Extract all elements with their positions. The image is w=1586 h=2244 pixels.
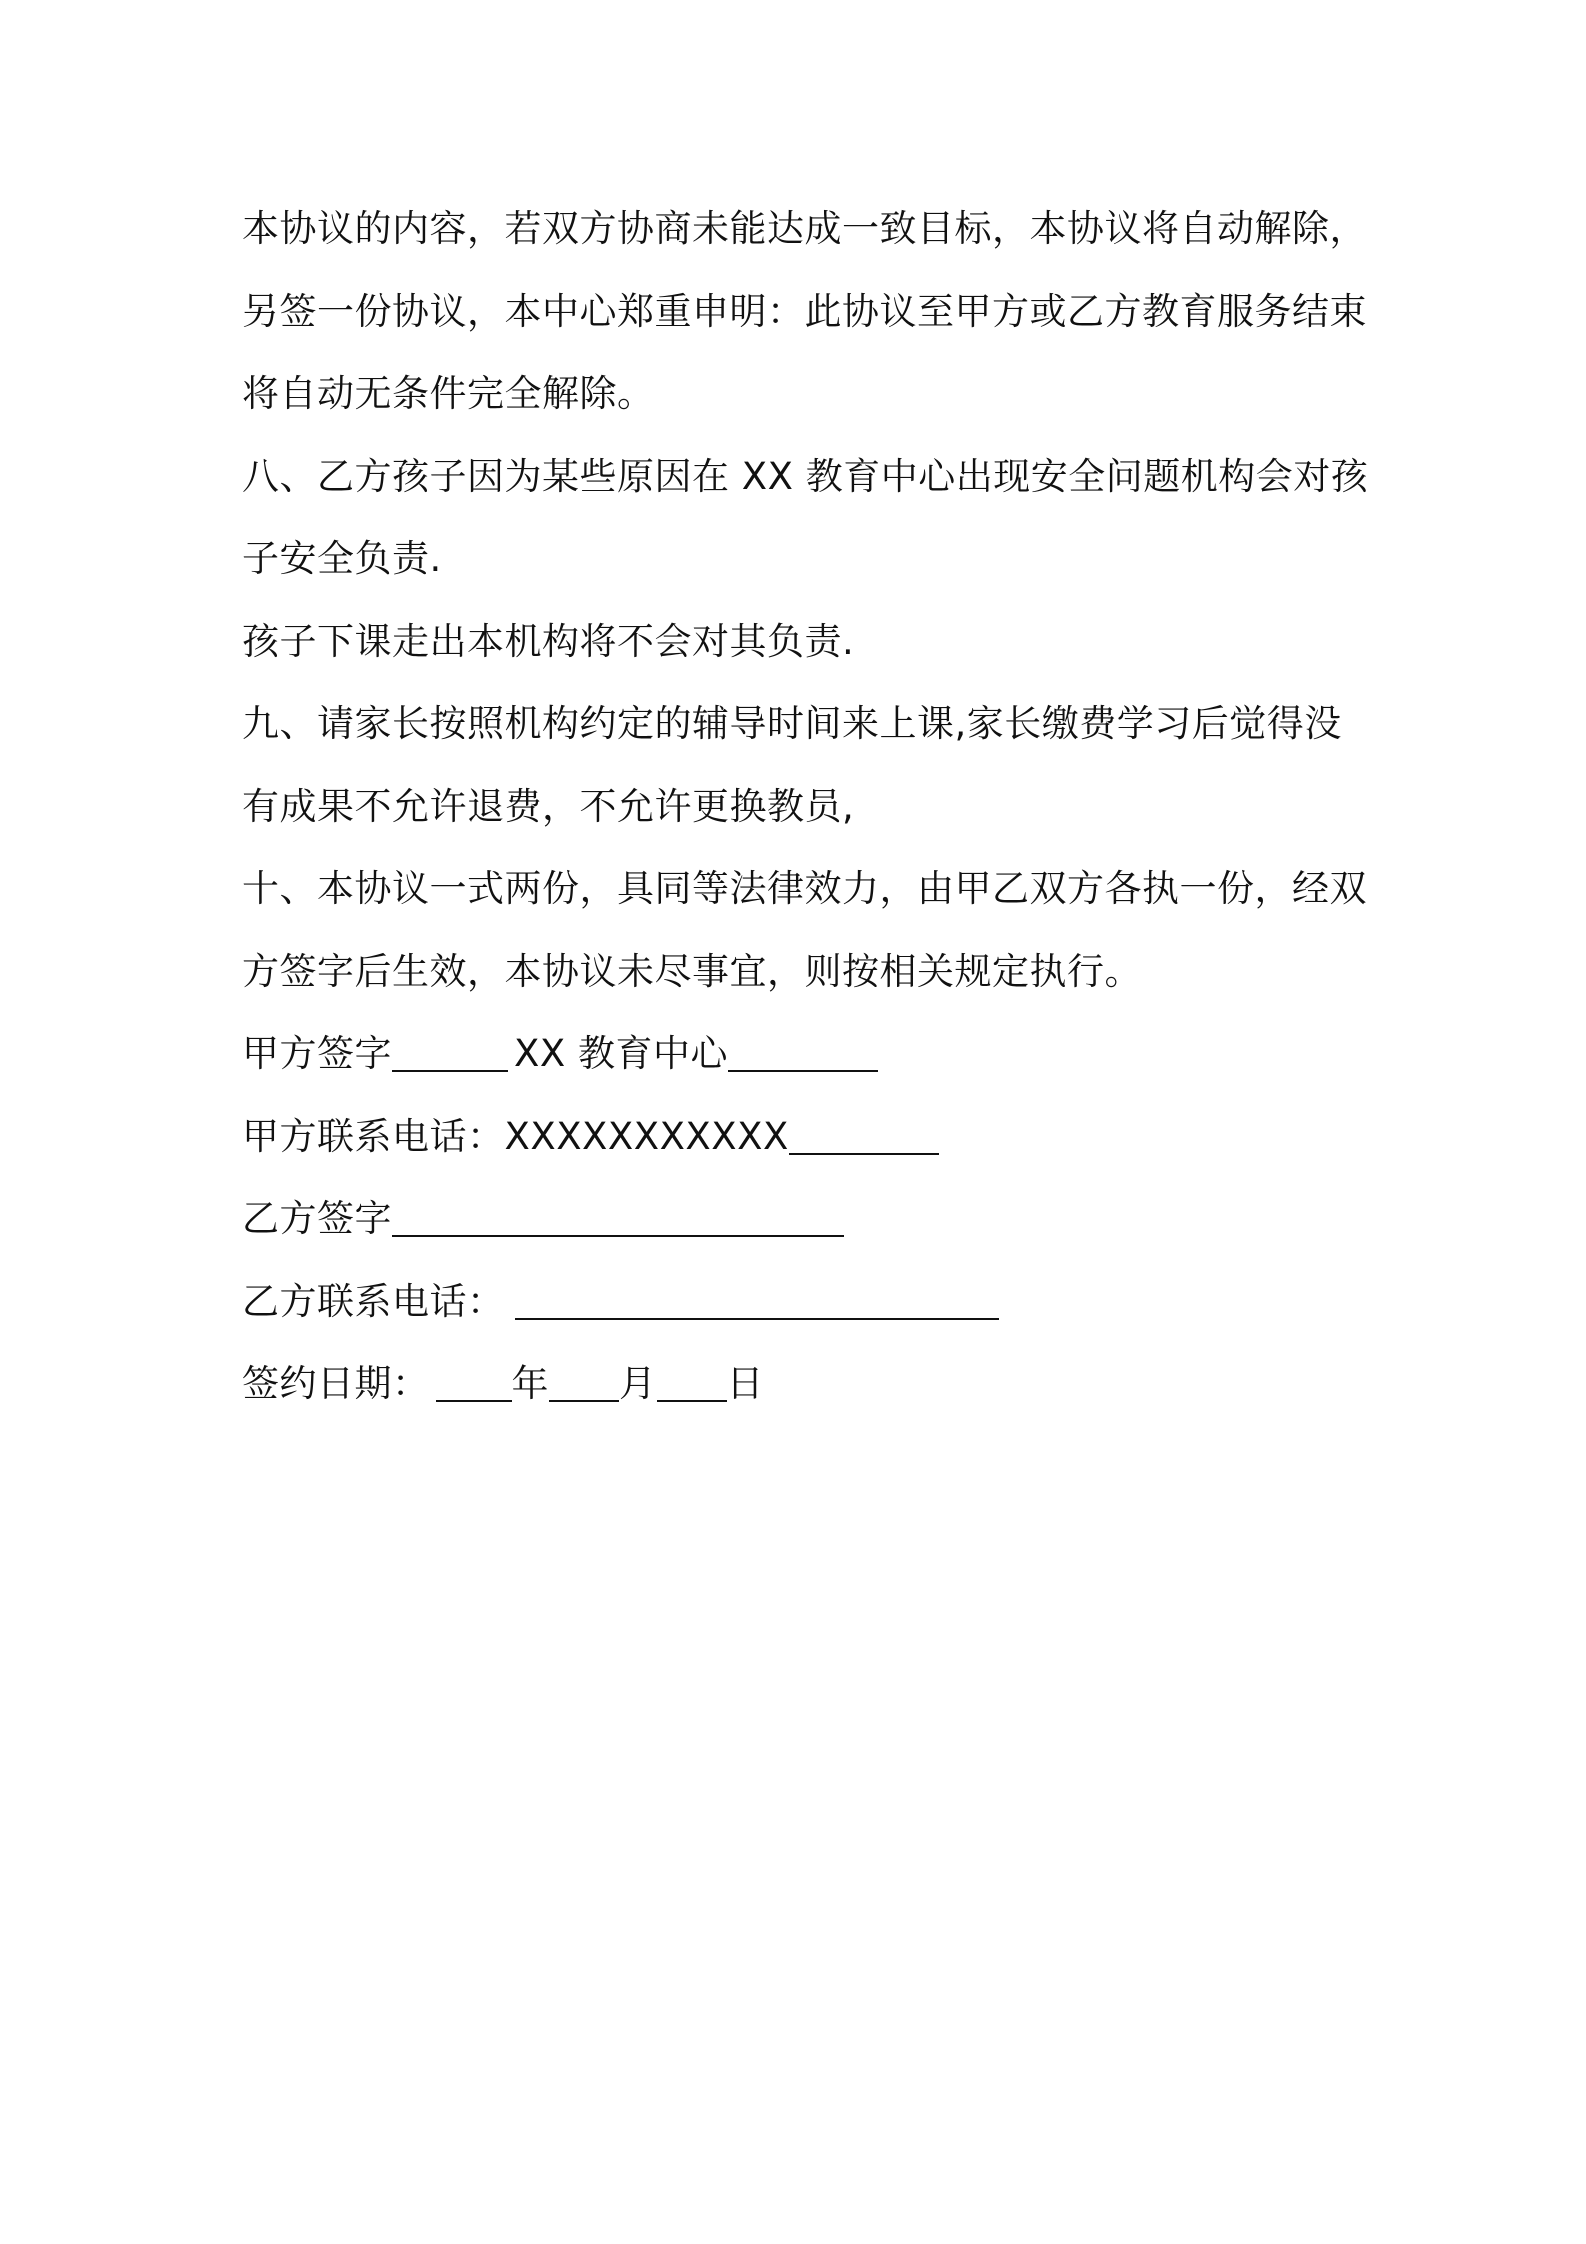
- phone-blank: [789, 1113, 939, 1155]
- signature-blank: [392, 1030, 508, 1072]
- year-blank: [436, 1360, 512, 1402]
- party-a-phone-label: 甲方联系电话：: [242, 1114, 505, 1158]
- day-label: 日: [726, 1362, 764, 1405]
- party-b-phone-label: 乙方联系电话：: [242, 1279, 505, 1323]
- clause-9-line: 九、请家长按照机构约定的辅导时间来上课,家长缴费学习后觉得没: [242, 702, 1342, 745]
- party-a-phone-value: XXXXXXXXXXX: [504, 1114, 789, 1158]
- year-label: 年: [511, 1362, 549, 1405]
- clause-10-line: 方签字后生效，本协议未尽事宜，则按相关规定执行。: [242, 949, 1142, 993]
- clause-9-line: 有成果不允许退费，不允许更换教员,: [242, 784, 855, 828]
- party-a-signature-line: [242, 1022, 1362, 1105]
- month-blank: [549, 1360, 619, 1402]
- phone-blank: [515, 1278, 999, 1320]
- paragraph-line: 另签一份协议，本中心郑重申明：此协议至甲方或乙方教育服务结束: [242, 289, 1367, 333]
- month-label: 月: [619, 1362, 657, 1405]
- clause-8-line: 子安全负责.: [242, 537, 442, 580]
- party-a-sign-label: 甲方签字: [242, 1032, 392, 1075]
- signing-date-line: [242, 1352, 1362, 1435]
- signature-blank: [728, 1030, 878, 1072]
- date-label: 签约日期：: [242, 1362, 430, 1405]
- party-b-phone-line: [242, 1270, 1362, 1353]
- paragraph-line: 本协议的内容，若双方协商未能达成一致目标，本协议将自动解除，: [242, 207, 1367, 250]
- clause-10-line: 十、本协议一式两份，具同等法律效力，由甲乙双方各执一份，经双: [242, 867, 1367, 910]
- party-b-sign-label: 乙方签字: [242, 1197, 392, 1240]
- party-b-signature-line: [242, 1187, 1362, 1270]
- agreement-text: [242, 197, 1369, 1435]
- day-blank: [657, 1360, 727, 1402]
- signature-blank: [392, 1195, 844, 1237]
- clause-8-line: 八、乙方孩子因为某些原因在 XX 教育中心出现安全问题机构会对孩: [242, 454, 1369, 498]
- clause-8-line: 孩子下课走出本机构将不会对其负责.: [242, 619, 855, 663]
- party-a-phone-line: [242, 1105, 1362, 1188]
- party-a-sign-value: XX 教育中心: [514, 1032, 728, 1075]
- paragraph-line: 将自动无条件完全解除。: [242, 372, 655, 415]
